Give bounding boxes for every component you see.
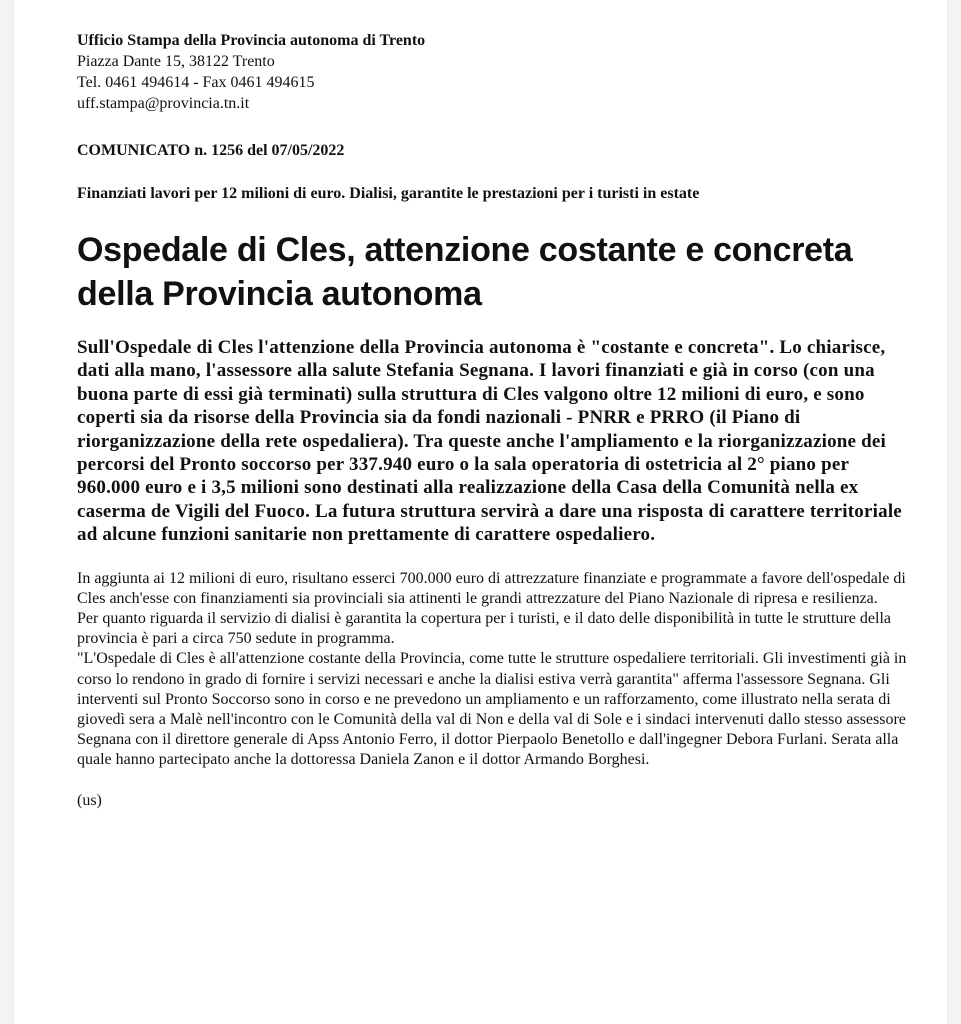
press-office-header	[77, 30, 927, 114]
body-paragraph: "L'Ospedale di Cles è all'attenzione costante della Provincia, come tutte le strutture ospedaliere territoriali. Gli investimenti già in corso lo rendono in grado di fornire i servizi necessari e anche la dialisi estiva verrà garantita" afferma l'assessore Segnana. Gli interventi sul Pronto Soccorso sono in corso e ne prevedono un ampliamento e un rafforzamento, come illustrato nella serata di giovedì sera a Malè nell'incontro con le Comunità della val di Non e della val di Sole e i sindaci intervenuti dallo stesso assessore Segnana con il direttore generale di Apss Antonio Ferro, il dottor Pierpaolo Benetollo e dall'ingegner Debora Furlani. Serata alla quale hanno partecipato anche la dottoressa Daniela Zanon e il dottor Armando Borghesi.	[77, 650, 907, 769]
office-phone-fax: Tel. 0461 494614 - Fax 0461 494615	[77, 74, 315, 91]
press-release-headline: Ospedale di Cles, attenzione costante e concreta della Provincia autonoma	[77, 231, 853, 313]
document-page	[14, 0, 947, 1024]
document-content	[77, 30, 927, 811]
office-name: Ufficio Stampa della Provincia autonoma di Trento	[77, 32, 426, 49]
comunicato-number: COMUNICATO n. 1256 del 07/05/2022	[77, 142, 345, 159]
office-email: uff.stampa@provincia.tn.it	[77, 95, 250, 112]
body-paragraph: Per quanto riguarda il servizio di dialisi è garantita la copertura per i turisti, e il dato delle disponibilità in tutte le strutture della provincia è pari a circa 750 sedute in programma.	[77, 610, 891, 648]
lead-paragraph: Sull'Ospedale di Cles l'attenzione della Provincia autonoma è "costante e concreta". Lo chiarisce, dati alla mano, l'assessore alla salute Stefania Segnana. I lavori finanziati e già in corso (con una buona parte di essi già terminati) sulla struttura di Cles valgono oltre 12 milioni di euro, e sono coperti sia da risorse della Provincia sia da fondi nazionali - PNRR e PRRO (il Piano di riorganizzazione della rete ospedaliera). Tra queste anche l'ampliamento e la riorganizzazione dei percorsi del Pronto soccorso per 337.940 euro o la sala operatoria di ostetricia al 2° piano per 960.000 euro e i 3,5 milioni sono destinati alla realizzazione della Casa della Comunità nella ex caserma de Vigili del Fuoco. La futura struttura servirà a dare una risposta di carattere territoriale ad alcune funzioni sanitarie non prettamente di carattere ospedaliero.	[77, 337, 902, 546]
author-signoff: (us)	[77, 791, 102, 809]
press-release-subtitle: Finanziati lavori per 12 milioni di euro. Dialisi, garantite le prestazioni per i turisti in estate	[77, 185, 700, 202]
body-paragraph: In aggiunta ai 12 milioni di euro, risultano esserci 700.000 euro di attrezzature finanziate e programmate a favore dell'ospedale di Cles anch'esse con finanziamenti sia provinciali sia attinenti le grandi attrezzature del Piano Nazionale di ripresa e resilienza.	[77, 569, 906, 607]
body-text	[77, 569, 917, 771]
office-address: Piazza Dante 15, 38122 Trento	[77, 53, 275, 70]
